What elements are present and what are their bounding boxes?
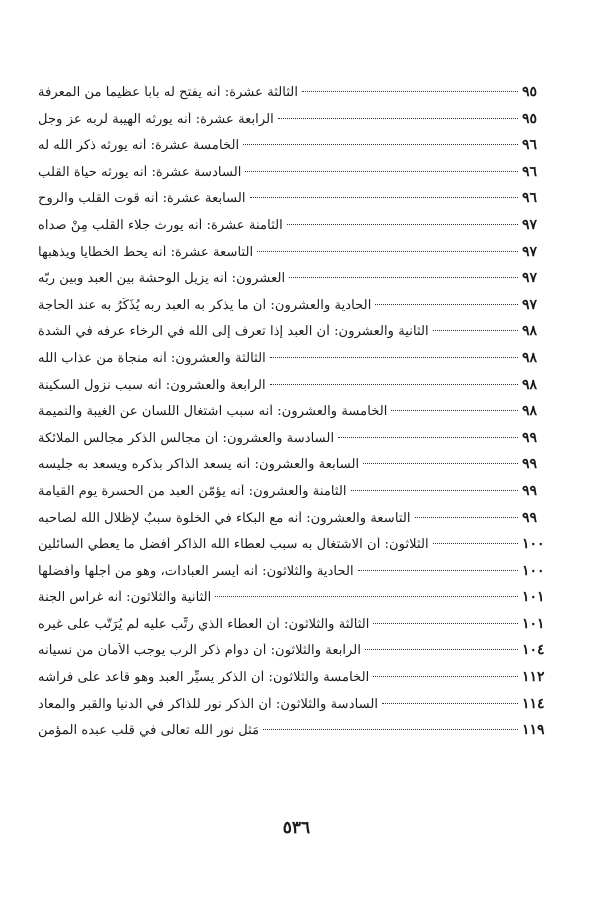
toc-entry-page: ٩٩ xyxy=(522,509,538,526)
toc-entry-title: العشرون: أنه يزيل الوحشة بين العبد وبين ربّه xyxy=(38,271,286,287)
dot-leader xyxy=(358,570,518,571)
toc-entry xyxy=(38,403,552,430)
dot-leader xyxy=(375,304,518,305)
toc-entry-title: الثالثة والعشرون: أنه منجاة من عذاب الله xyxy=(38,350,266,366)
toc-entry xyxy=(38,696,552,723)
toc-entry xyxy=(38,589,552,616)
toc-entry xyxy=(38,510,552,537)
dot-leader xyxy=(302,91,518,92)
toc-entry-page: ٩٨ xyxy=(522,323,538,340)
dot-leader xyxy=(373,676,518,677)
toc-entry-title: الرابعة والثلاثون: أن دوام ذكر الرب يوجب الأمان من نسيانه xyxy=(38,643,361,659)
toc-entry-title: التاسعة والعشرون: أنه مع البكاء في الخلوة سببٌ لإظلال الله لصاحبه xyxy=(38,510,411,526)
toc-entry xyxy=(38,350,552,377)
toc-entry xyxy=(38,217,552,244)
dot-leader xyxy=(391,410,518,411)
toc-entry xyxy=(38,297,552,324)
toc-entry-page: ٩٧ xyxy=(522,216,538,233)
toc-entry xyxy=(38,84,552,111)
dot-leader xyxy=(257,251,518,252)
toc-entry-page: ١٠١ xyxy=(522,615,545,632)
toc-entry-page: ٩٦ xyxy=(522,190,538,207)
toc-entry-title: الرابعة عشرة: أنه يورثه الهيبة لربه عز وجل xyxy=(38,111,274,127)
dot-leader xyxy=(270,384,518,385)
toc-entry xyxy=(38,377,552,404)
page-number: ٥٣٦ xyxy=(282,818,311,838)
toc-entry-title: الرابعة والعشرون: أنه سبب نزول السكينة xyxy=(38,377,266,393)
toc-entry xyxy=(38,430,552,457)
dot-leader xyxy=(365,649,518,650)
toc-entry-title: السابعة عشرة: أنه قوت القلب والروح xyxy=(38,191,246,207)
dot-leader xyxy=(433,330,518,331)
toc-entry-page: ١٠٠ xyxy=(522,536,545,553)
toc-entry xyxy=(38,536,552,563)
dot-leader xyxy=(338,437,518,438)
toc-entry-page: ٩٧ xyxy=(522,270,538,287)
toc-entry xyxy=(38,164,552,191)
toc-entry-page: ٩٦ xyxy=(522,163,538,180)
toc-entry xyxy=(38,323,552,350)
toc-entry xyxy=(38,111,552,138)
toc-entry-title: التاسعة عشرة: أنه يحط الخطايا ويذهبها xyxy=(38,244,254,260)
toc-entry-page: ٩٥ xyxy=(522,110,538,127)
toc-entry xyxy=(38,642,552,669)
dot-leader xyxy=(415,517,519,518)
dot-leader xyxy=(351,490,518,491)
toc-entry-title: السادسة والعشرون: أن مجالس الذكر مجالس الملائكة xyxy=(38,430,335,446)
toc-entry-page: ٩٨ xyxy=(522,403,538,420)
toc-entry-page: ٩٩ xyxy=(522,482,538,499)
toc-entry-title: الثالثة والثلاثون: أن العطاء الذي رتِّب عليه لم يُرَتَّب على غيره xyxy=(38,616,370,632)
dot-leader xyxy=(373,623,518,624)
toc-entry-page: ٩٧ xyxy=(522,296,538,313)
toc-entry-page: ١٠٤ xyxy=(522,642,545,659)
toc-entry-page: ١١٤ xyxy=(522,695,545,712)
toc-entry xyxy=(38,616,552,643)
dot-leader xyxy=(215,596,518,597)
toc-entry xyxy=(38,456,552,483)
toc-entry-title: الحادية والثلاثون: أنه أيسر العبادات، وهو من أجلّها وأفضلها xyxy=(38,563,354,579)
toc-entry-title: الثالثة عشرة: أنه يفتح له باباً عظيماً من المعرفة xyxy=(38,85,298,100)
toc-entry xyxy=(38,722,552,749)
toc-entry-page: ٩٨ xyxy=(522,376,538,393)
toc-entry xyxy=(38,669,552,696)
toc-entry-page: ٩٧ xyxy=(522,243,538,260)
toc-entry-page: ٩٦ xyxy=(522,137,538,154)
toc-entry-page: ٩٥ xyxy=(522,84,538,100)
toc-entry xyxy=(38,190,552,217)
dot-leader xyxy=(278,118,518,119)
toc-entry-title: الثامنة عشرة: أنه يورث جلاء القلب مِنْ صداه xyxy=(38,217,283,233)
toc-entry-page: ٩٨ xyxy=(522,349,538,366)
toc-entry-title: الخامسة عشرة: أنه يورثه ذكر الله له xyxy=(38,138,240,154)
toc-entry-page: ١٠٠ xyxy=(522,562,545,579)
toc-entry-title: مَثل نور الله تعالى في قلب عبده المؤمن xyxy=(38,723,260,739)
toc-entry xyxy=(38,244,552,271)
toc-entry-title: السادسة والثلاثون: أن الذكر نور للذاكر في الدنيا والقبر والمعاد xyxy=(38,696,379,712)
dot-leader xyxy=(270,357,518,358)
toc-entry-title: الخامسة والعشرون: أنه سبب اشتغال اللسان عن الغيبة والنميمة xyxy=(38,404,388,420)
toc-entry-page: ٩٩ xyxy=(522,456,538,473)
toc-entry xyxy=(38,270,552,297)
dot-leader xyxy=(263,729,518,730)
toc-entry-page: ١٠١ xyxy=(522,589,545,606)
toc-entry-title: الخامسة والثلاثون: أن الذكر يسيِّر العبد وهو قاعد على فراشه xyxy=(38,670,370,686)
toc-entry-title: السابعة والعشرون: أنه يسعد الذاكر بذكره ويسعد به جليسه xyxy=(38,457,360,473)
dot-leader xyxy=(250,197,518,198)
toc-entry-title: الثلاثون: أن الاشتغال به سبب لعطاء الله الذاكر أفضل ما يعطي السائلين xyxy=(38,537,429,553)
toc-entry xyxy=(38,563,552,590)
dot-leader xyxy=(433,543,518,544)
dot-leader xyxy=(243,144,518,145)
toc-entry-title: السادسة عشرة: أنه يورثه حياة القلب xyxy=(38,164,242,180)
dot-leader xyxy=(287,224,518,225)
toc-entry-title: الثامنة والعشرون: أنه يؤمّن العبد من الحسرة يوم القيامة xyxy=(38,483,347,499)
toc-entry-page: ١١٢ xyxy=(522,669,545,686)
dot-leader xyxy=(382,703,518,704)
toc-entry-title: الحادية والعشرون: أن ما يذكر به العبد ربه يُذَكِّرُ به عند الحاجة xyxy=(38,297,372,313)
dot-leader xyxy=(289,277,518,278)
toc-entry-page: ١١٩ xyxy=(522,722,545,739)
toc-entry xyxy=(38,137,552,164)
table-of-contents xyxy=(38,84,552,749)
toc-entry-title: الثانية والعشرون: أن العبد إذا تعرف إلى الله في الرخاء عرفه في الشدة xyxy=(38,324,429,340)
toc-entry-page: ٩٩ xyxy=(522,429,538,446)
toc-entry-title: الثانية والثلاثون: أنه غراس الجنة xyxy=(38,590,212,606)
toc-entry xyxy=(38,483,552,510)
dot-leader xyxy=(363,463,518,464)
dot-leader xyxy=(245,171,518,172)
